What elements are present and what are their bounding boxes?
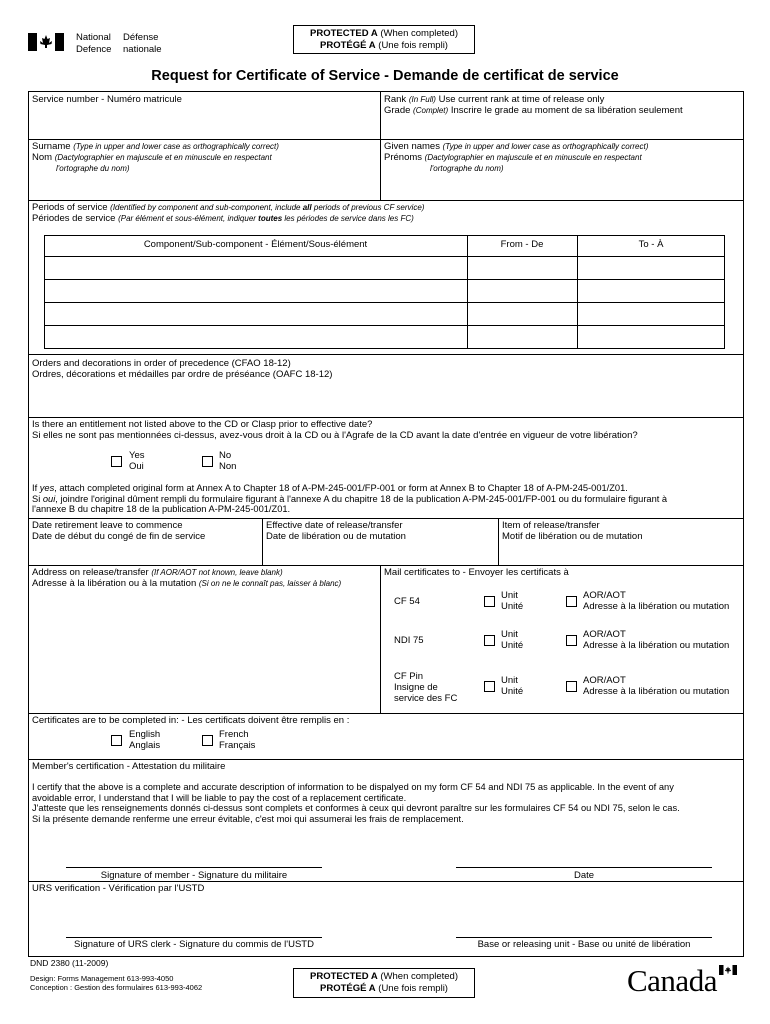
entitlement-question: Is there an entitlement not listed above to the CD or Clasp prior to effective date? Si elles ne sont pas mentionnées ci-dessus, avez-vous droit à la CD ou à l'Agrafe de la CD avant la date d'entrée en vigueur de votre libération? — [32, 419, 638, 441]
cf-pin-unit-checkbox[interactable] — [484, 681, 495, 692]
urs-signature-line[interactable] — [66, 937, 322, 938]
member-signature-line[interactable] — [66, 867, 322, 868]
base-unit-label: Base or releasing unit - Base ou unité de libération — [477, 939, 691, 950]
french-checkbox[interactable] — [202, 735, 213, 746]
cf54-unit-label: Unit Unité — [501, 590, 524, 612]
yes-label: Yes Oui — [129, 450, 145, 472]
member-certification-text: I certify that the above is a complete and accurate description of information to be dispalyed on my form CF 54 and NDI 75 as applicable. In the event of any avoidable error, I understand that I will be liable to pay the cost of a replacement certificate. J'atteste que les renseignements donnés ci-dessus sont complets et conformes à ceux qui devront paraître sur les formulaires CF 54 ou NDI 75, selon le cas. Si la présente demande renferme une erreur évitable, c'est moi qui assumerai les frais de remplacement. — [32, 782, 680, 825]
english-label: English Anglais — [129, 729, 161, 751]
english-checkbox[interactable] — [111, 735, 122, 746]
canada-flag-icon — [28, 33, 64, 51]
cf-pin-aor-label: AOR/AOT Adresse à la libération ou mutation — [583, 675, 730, 697]
surname-field[interactable]: Surname (Type in upper and lower case as orthographically correct) Nom (Dactylographier en majuscule et en minuscule en respectant l'ortographe du nom) — [32, 141, 279, 173]
urs-verification-heading: URS verification - Vérification par l'USTD — [32, 883, 205, 894]
protected-a-banner-top: PROTECTED A (When completed) PROTÉGÉ A (Une fois rempli) — [293, 25, 475, 54]
cf54-aor-checkbox[interactable] — [566, 596, 577, 607]
design-credit: Design: Forms Management 613-993-4050 Conception : Gestion des formulaires 613-993-4062 — [30, 974, 203, 993]
retirement-leave-date-field[interactable]: Date retirement leave to commence Date de début du congé de fin de service — [32, 520, 206, 542]
member-signature-label: Signature of member - Signature du militaire — [100, 870, 288, 881]
cf-pin-aor-checkbox[interactable] — [566, 681, 577, 692]
mail-certificates-heading: Mail certificates to - Envoyer les certificats à — [384, 567, 569, 578]
rank-field[interactable]: Rank (In Full) Use current rank at time of release only Grade (Complet) Inscrire le grade au moment de sa libération seulement — [384, 94, 683, 116]
canada-wordmark: Canada — [627, 964, 739, 998]
cf54-aor-label: AOR/AOT Adresse à la libération ou mutation — [583, 590, 730, 612]
department-name-fr: Défense nationale — [123, 32, 162, 55]
ndi75-aor-checkbox[interactable] — [566, 635, 577, 646]
cert-name-cf-pin: CF Pin Insigne de service des FC — [394, 671, 458, 704]
item-of-release-field[interactable]: Item of release/transfer Motif de libération ou de mutation — [502, 520, 643, 542]
page-title: Request for Certificate of Service - Demande de certificat de service — [151, 68, 619, 84]
given-names-field[interactable]: Given names (Type in upper and lower case as orthographically correct) Prénoms (Dactylographier en majuscule et en minuscule en respectant l'ortographe du nom) — [384, 141, 649, 173]
entitlement-no-checkbox[interactable] — [202, 456, 213, 467]
cert-name-ndi75: NDI 75 — [394, 635, 424, 646]
orders-decorations-field[interactable]: Orders and decorations in order of precedence (CFAO 18-12) Ordres, décorations et médailles par ordre de préséance (OAFC 18-12) — [32, 358, 333, 380]
entitlement-instructions: If yes, attach completed original form at Annex A to Chapter 18 of A-PM-245-001/FP-001 or form at Annex B to Chapter 18 of A-PM-245-001/Z01. Si oui, joindre l'original dûment rempli du formulaire figurant à l'annexe A du chapitre 18 de la publication A-PM-245-001/FP-001 ou du formulaire figurant à l'annexe B du chapitre 18 de la publication A-PM-245-001/Z01. — [32, 483, 668, 515]
ndi75-unit-checkbox[interactable] — [484, 635, 495, 646]
cf54-unit-checkbox[interactable] — [484, 596, 495, 607]
member-date-line[interactable] — [456, 867, 712, 868]
ndi75-unit-label: Unit Unité — [501, 629, 524, 651]
ndi75-aor-label: AOR/AOT Adresse à la libération ou mutation — [583, 629, 730, 651]
no-label: No Non — [219, 450, 237, 472]
urs-signature-label: Signature of URS clerk - Signature du commis de l'USTD — [74, 939, 314, 950]
column-header-component: Component/Sub-component - Élément/Sous-élément — [143, 239, 368, 250]
cert-name-cf54: CF 54 — [394, 596, 420, 607]
address-on-release-field[interactable]: Address on release/transfer (If AOR/AOT not known, leave blank) Adresse à la libération ou à la mutation (Si on ne le connaît pas, laisser à blanc) — [32, 567, 342, 589]
entitlement-yes-checkbox[interactable] — [111, 456, 122, 467]
effective-release-date-field[interactable]: Effective date of release/transfer Date de libération ou de mutation — [266, 520, 406, 542]
cf-pin-unit-label: Unit Unité — [501, 675, 524, 697]
member-certification-heading: Member's certification - Attestation du militaire — [32, 761, 226, 772]
member-date-label: Date — [573, 870, 595, 881]
period-row-2[interactable] — [45, 280, 724, 302]
column-header-to: To - À — [638, 239, 664, 250]
department-name-en: National Defence — [76, 32, 112, 55]
base-unit-line[interactable] — [456, 937, 712, 938]
form-number: DND 2380 (11-2009) — [30, 958, 109, 968]
service-number-field[interactable]: Service number - Numéro matricule — [32, 94, 182, 105]
french-label: French Français — [219, 729, 256, 751]
periods-of-service-heading: Periods of service (Identified by component and sub-component, include all periods of previous CF service) Périodes de service (Par élément et sous-élément, indiquer toutes les périodes de service dans les FC) — [32, 202, 425, 224]
language-question: Certificates are to be completed in: - Les certificats doivent être remplis en : — [32, 715, 350, 726]
column-header-from: From - De — [500, 239, 544, 250]
period-row-1[interactable] — [45, 257, 724, 279]
period-row-3[interactable] — [45, 303, 724, 325]
protected-a-banner-bottom: PROTECTED A (When completed) PROTÉGÉ A (Une fois rempli) — [293, 968, 475, 998]
period-row-4[interactable] — [45, 326, 724, 348]
wordmark-flag-icon — [719, 965, 737, 975]
